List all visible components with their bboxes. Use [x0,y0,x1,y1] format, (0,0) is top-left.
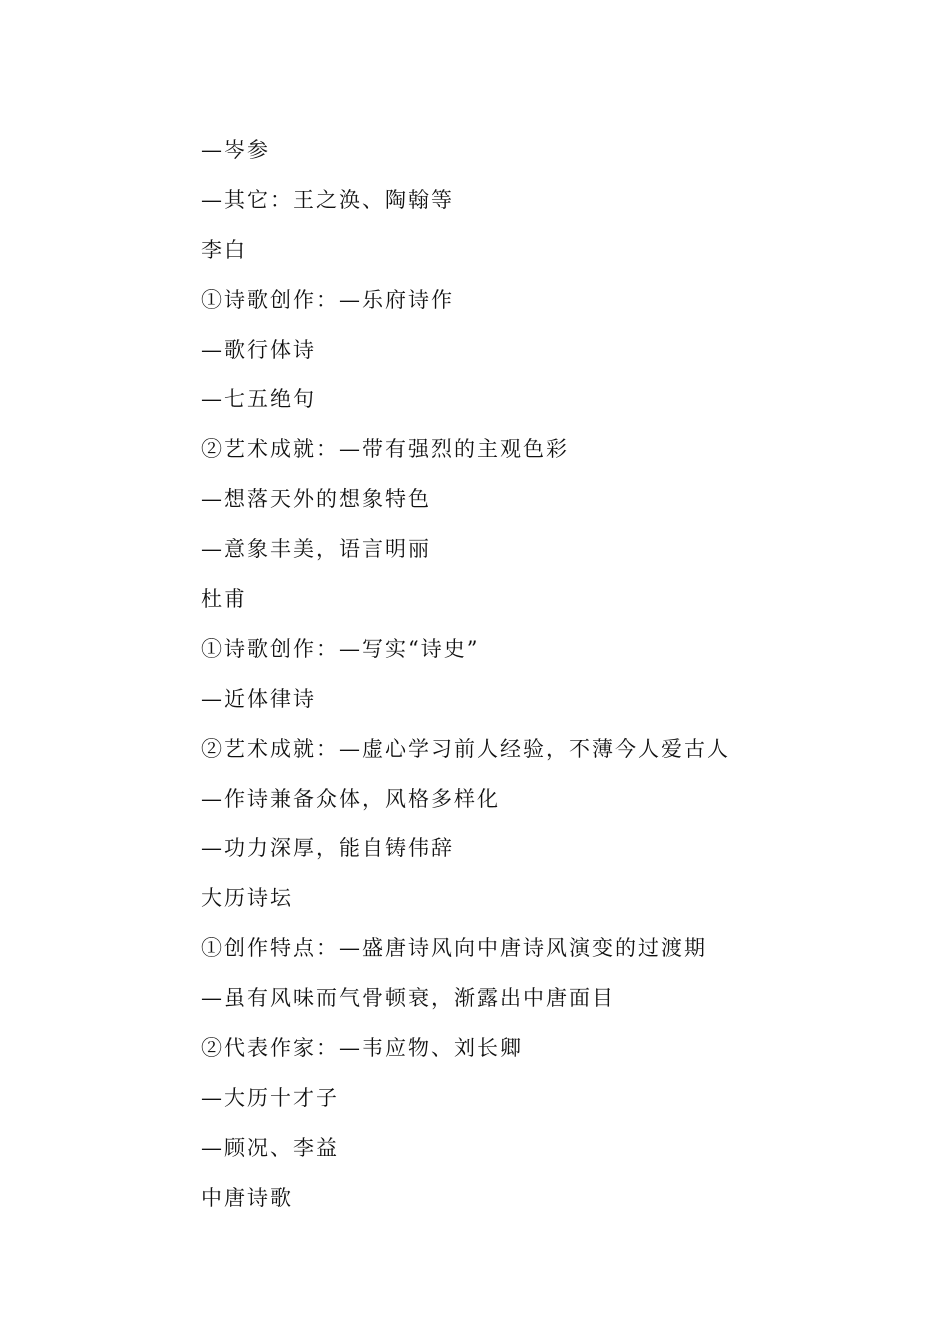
text-line: —虽有风味而气骨顿衰，渐露出中唐面目 [201,986,615,1011]
document-text-body [201,136,730,1234]
text-line: ①诗歌创作：—写实“诗史” [201,636,480,661]
section-heading: 杜甫 [201,587,247,612]
text-line: —近体律诗 [201,686,316,711]
text-line: —顾况、李益 [201,1135,339,1160]
text-line: ②艺术成就：—带有强烈的主观色彩 [201,437,569,462]
section-heading: 大历诗坛 [201,886,293,911]
text-line: —想落天外的想象特色 [201,487,431,512]
text-line: —作诗兼备众体，风格多样化 [201,786,500,811]
text-line: —其它：王之涣、陶翰等 [201,187,454,212]
text-line: ②艺术成就：—虚心学习前人经验，不薄今人爱古人 [201,736,730,761]
text-line: ①创作特点：—盛唐诗风向中唐诗风演变的过渡期 [201,936,707,961]
text-line: ②代表作家：—韦应物、刘长卿 [201,1036,523,1061]
text-line: —七五绝句 [201,387,316,412]
text-line: ①诗歌创作：—乐府诗作 [201,287,454,312]
text-line: —岑参 [201,138,270,162]
text-line: —歌行体诗 [201,337,316,362]
text-line: —意象丰美，语言明丽 [201,537,431,562]
text-line: —大历十才子 [201,1085,339,1110]
section-heading: 李白 [201,237,247,262]
text-line: —功力深厚，能自铸伟辞 [201,836,454,861]
section-heading: 中唐诗歌 [201,1185,293,1210]
